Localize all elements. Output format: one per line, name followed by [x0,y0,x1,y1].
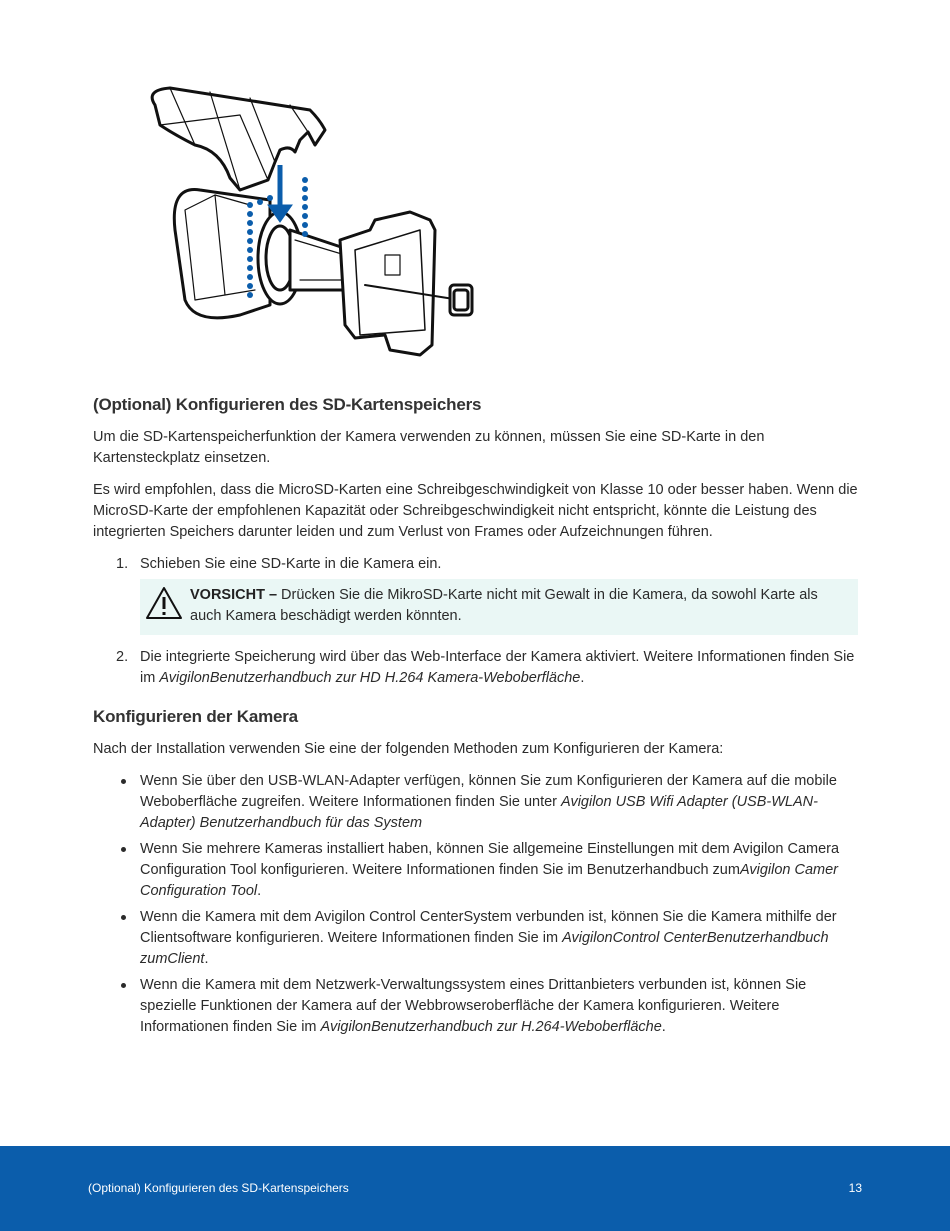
list-item [93,975,858,1038]
section-heading-sd-card: (Optional) Konfigurieren des SD-Kartenspeichers [93,395,482,414]
paragraph-sd-intro: Um die SD-Kartenspeicherfunktion der Kamera verwenden zu können, müssen Sie eine SD-Karte in den Kartensteckplatz einsetzen. [93,429,765,466]
manual-reference: AvigilonControl CenterBenutzerhandbuch zumClient [140,930,829,967]
page-footer [0,1146,950,1231]
warning-triangle-icon [144,585,184,621]
list-item-text-end: . [661,1019,666,1035]
section-configure-camera [93,707,858,1038]
manual-reference: AvigilonBenutzerhandbuch zur H.264-Weboberfläche [320,1019,662,1035]
bullet-icon [121,847,126,852]
caution-box [140,579,858,635]
manual-reference: AvigilonBenutzerhandbuch zur HD H.264 Kamera-Weboberfläche [159,670,581,686]
caution-text: Drücken Sie die MikroSD-Karte nicht mit Gewalt in die Kamera, da sowohl Karte als auch Kamera beschädigt werden könnten. [190,587,818,624]
step-item [93,647,858,689]
manual-reference: Avigilon Camer Configuration Tool [140,862,839,899]
list-item [93,839,858,902]
page-number: 13 [848,1181,862,1195]
list-item [93,771,858,834]
list-item-text: Wenn Sie mehrere Kameras installiert haben, können Sie allgemeine Einstellungen mit dem Avigilon Camera Configuration Tool konfigurieren. Weitere Informationen finden Sie im Benutzerhandbuch zum [140,841,840,878]
camera-sd-card-illustration [140,80,480,375]
step-text: Die integrierte Speicherung wird über das Web-Interface der Kamera aktiviert. Weitere Informationen finden Sie im [140,649,855,686]
section-heading-configure: Konfigurieren der Kamera [93,707,298,726]
list-item [93,907,858,970]
step-number: 1. [116,556,129,572]
step-number: 2. [116,649,129,665]
bullet-icon [121,779,126,784]
bullet-icon [121,915,126,920]
list-item-text: Wenn die Kamera mit dem Avigilon Control CenterSystem verbunden ist, können Sie die Kamera mithilfe der Clientsoftware konfigurieren. Weitere Informationen finden Sie im [140,909,837,946]
step-item [93,554,858,635]
bullet-icon [121,983,126,988]
paragraph-sd-recommendation: Es wird empfohlen, dass die MicroSD-Karten eine Schreibgeschwindigkeit von Klasse 10 oder besser haben. Wenn die MicroSD-Karte der empfohlenen Kapazität oder Schreibgeschwindigkeit nicht entspricht, könnte die Leistung des integrierten Speichers darunter leiden und zum Verlust von Frames oder Aufzeichnungen führen. [93,482,858,540]
caution-label: VORSICHT – [190,587,278,603]
step-text: Schieben Sie eine SD-Karte in die Kamera ein. [140,556,442,572]
manual-reference: Avigilon USB Wifi Adapter (USB-WLAN-Adapter) Benutzerhandbuch für das System [140,794,818,831]
list-item-text: Wenn die Kamera mit dem Netzwerk-Verwaltungssystem eines Drittanbieters verbunden ist, können Sie spezielle Funktionen der Kamera auf der Webbrowseroberfläche der Kamera konfigurieren. Weitere Informationen finden Sie im [140,977,807,1035]
list-item-text-end: . [257,883,262,899]
main-content [93,395,858,1043]
sd-steps-list [93,554,858,689]
configure-methods-list [93,771,858,1038]
step-text-end: . [580,670,585,686]
list-item-text-end: . [204,951,209,967]
footer-section-title: (Optional) Konfigurieren des SD-Kartenspeichers [88,1181,349,1195]
list-item-text: Wenn Sie über den USB-WLAN-Adapter verfügen, können Sie zum Konfigurieren der Kamera auf die mobile Weboberfläche zugreifen. Weitere Informationen finden Sie unter [140,773,837,810]
paragraph-configure-intro: Nach der Installation verwenden Sie eine der folgenden Methoden zum Konfigurieren der Kamera: [93,741,724,757]
